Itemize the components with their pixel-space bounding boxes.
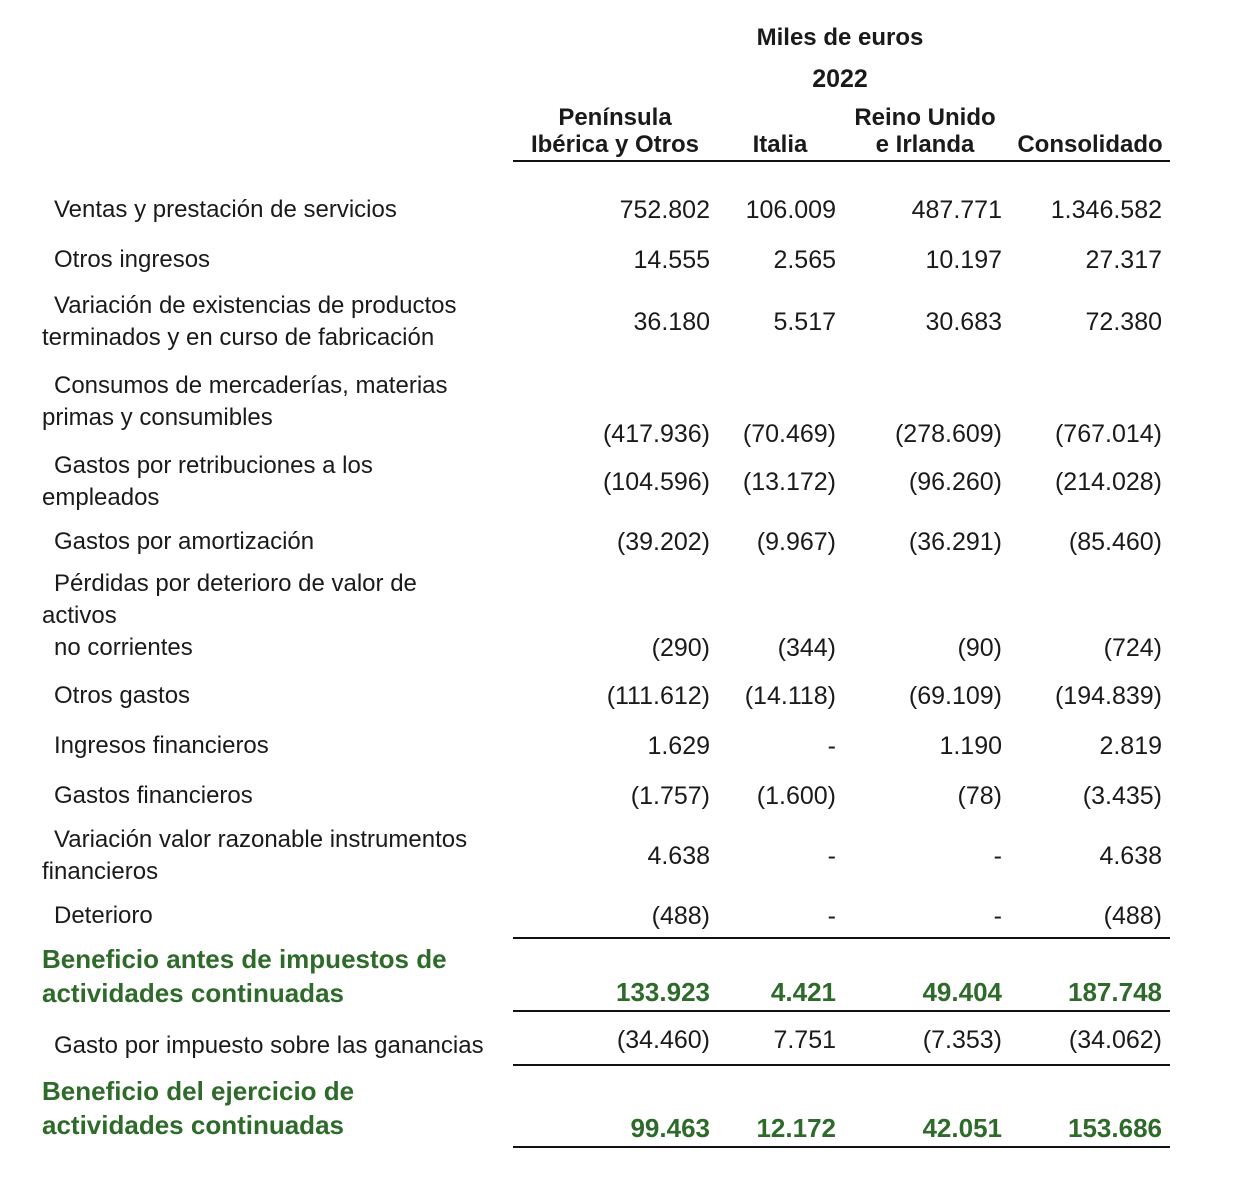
row-label-line: Otros gastos [54,682,191,709]
cell-value: (214.028) [1054,468,1162,496]
cell-value: 1.346.582 [1050,196,1162,224]
cell-value: 752.802 [619,196,710,224]
row-label-line: Pérdidas por deterioro de valor de [54,570,417,597]
row-label [42,824,467,888]
row-label [42,290,456,354]
cell-value: (13.172) [742,468,836,496]
col-header-consolidado: Consolidado [1017,131,1163,158]
cell-value: 2.819 [1099,732,1162,760]
row-label [42,1074,354,1142]
row-label [42,370,448,434]
year-heading: 2022 [812,65,868,93]
cell-value: (78) [957,782,1002,810]
cell-value: 10.197 [925,246,1002,274]
row-label [42,194,397,226]
cell-value: 487.771 [911,196,1002,224]
cell-value: (1.600) [756,782,836,810]
cell-value: (85.460) [1068,528,1162,556]
cell-value: 42.051 [922,1113,1002,1143]
row-label-line: Deterioro [54,902,153,929]
row-label-line: actividades continuadas [42,978,344,1008]
col-header-line: e Irlanda [875,131,975,158]
row-label [42,526,314,558]
cell-value: 153.686 [1068,1113,1162,1143]
cell-value: 4.421 [770,977,836,1007]
col-header-peninsula [505,104,725,158]
cell-value: (724) [1103,634,1162,662]
row-label-line: Gastos por retribuciones a los [54,452,373,479]
row-label-line: Ventas y prestación de servicios [54,196,397,223]
cell-value: 36.180 [633,308,710,336]
cell-value: (90) [957,634,1002,662]
cell-value: (417.936) [602,420,710,448]
subtotal-rule-top [513,937,1170,939]
cell-value: (194.839) [1054,682,1162,710]
row-label-line: actividades continuadas [42,1110,344,1140]
row-label-line: Gastos financieros [54,782,253,809]
subtotal-rule-bottom [513,1010,1170,1012]
cell-value: 12.172 [756,1113,836,1143]
cell-value: 99.463 [630,1113,710,1143]
row-label-line: Consumos de mercaderías, materias [54,372,448,399]
row-label [42,568,417,664]
unit-heading: Miles de euros [756,24,924,51]
header-rule [513,160,1170,162]
cell-value: 1.629 [647,732,710,760]
row-label-line: Ingresos financieros [54,732,269,759]
cell-value: (69.109) [908,682,1002,710]
cell-value: (9.967) [756,528,836,556]
cell-value: 4.638 [647,842,710,870]
cell-value: (36.291) [908,528,1002,556]
cell-value: - [993,902,1002,930]
cell-value: 1.190 [939,732,1002,760]
cell-value: (96.260) [908,468,1002,496]
total-rule-top [513,1064,1170,1066]
cell-value: 27.317 [1085,246,1162,274]
col-header-line: Ibérica y Otros [530,131,700,158]
row-label-line: Beneficio antes de impuestos de [42,944,447,974]
cell-value: 187.748 [1068,977,1162,1007]
cell-value: - [827,902,836,930]
row-label-line: Gastos por amortización [54,528,315,555]
row-label-line: no corrientes [54,634,193,661]
row-label-line: Gasto por impuesto sobre las ganancias [54,1032,484,1059]
cell-value: 7.751 [773,1026,836,1054]
col-header-reino-unido [840,104,1010,158]
row-label-line: financieros [42,858,159,885]
cell-value: (344) [777,634,836,662]
row-label-line: Variación de existencias de productos [54,292,457,319]
cell-value: (1.757) [630,782,710,810]
cell-value: 49.404 [922,977,1002,1007]
col-header-line: Reino Unido [854,104,996,131]
row-label-line: Otros ingresos [54,246,211,273]
row-label [42,942,447,1010]
row-label [42,1030,484,1062]
cell-value: (70.469) [742,420,836,448]
cell-value: (14.118) [744,682,836,710]
cell-value: 106.009 [745,196,836,224]
row-label-line: Beneficio del ejercicio de [42,1076,355,1106]
row-label-line: empleados [42,484,160,511]
cell-value: - [827,842,836,870]
row-label-line: primas y consumibles [42,404,273,431]
col-header-italia: Italia [752,131,808,158]
row-label [42,244,210,276]
row-label-line: Variación valor razonable instrumentos [54,826,468,853]
row-label [42,450,373,514]
cell-value: (7.353) [922,1026,1002,1054]
row-label [42,780,253,812]
cell-value: 4.638 [1099,842,1162,870]
cell-value: 30.683 [925,308,1002,336]
row-label-line: activos [42,602,117,629]
cell-value: (104.596) [602,468,710,496]
cell-value: (488) [1103,902,1162,930]
cell-value: 133.923 [616,977,710,1007]
cell-value: 14.555 [633,246,710,274]
cell-value: 2.565 [773,246,836,274]
cell-value: (111.612) [606,682,710,710]
cell-value: (34.460) [616,1026,710,1054]
cell-value: (290) [651,634,710,662]
cell-value: (3.435) [1082,782,1162,810]
total-rule-bottom [513,1146,1170,1148]
row-label [42,680,190,712]
cell-value: 72.380 [1085,308,1162,336]
row-label-line: terminados y en curso de fabricación [42,324,435,351]
cell-value: (39.202) [616,528,710,556]
cell-value: - [993,842,1002,870]
cell-value: - [827,732,836,760]
cell-value: (278.609) [894,420,1002,448]
cell-value: (488) [651,902,710,930]
row-label [42,900,153,932]
cell-value: (767.014) [1054,420,1162,448]
row-label [42,730,269,762]
cell-value: (34.062) [1068,1026,1162,1054]
col-header-line: Península [558,104,672,131]
cell-value: 5.517 [773,308,836,336]
